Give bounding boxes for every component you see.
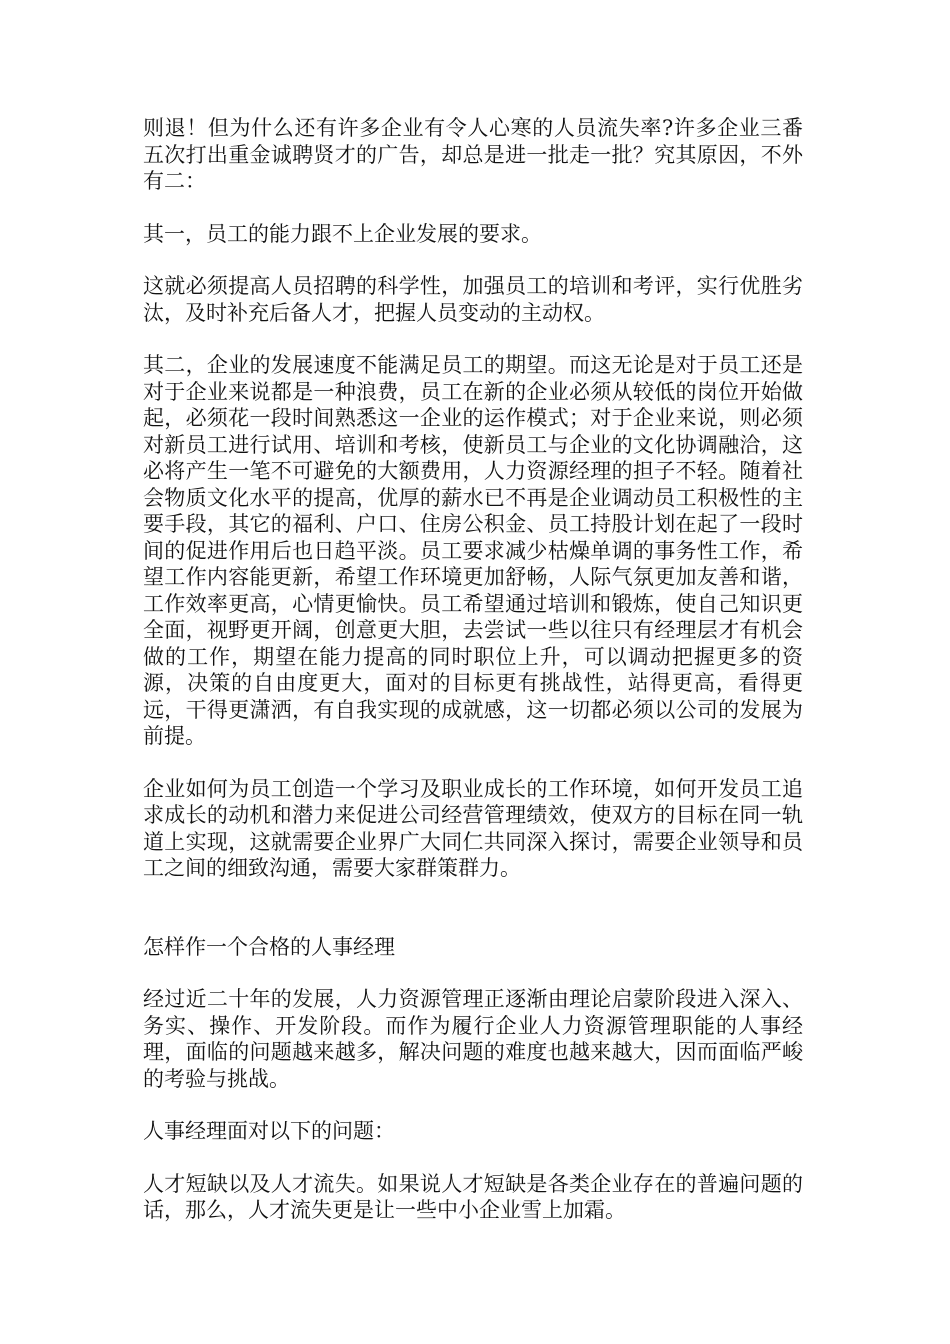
paragraph-reason-one-solution: 这就必须提高人员招聘的科学性，加强员工的培训和考评，实行优胜劣汰，及时补充后备人才，把握人员变动的主动权。 [143,274,803,325]
paragraph-reason-two: 其二，企业的发展速度不能满足员工的期望。而这无论是对于员工还是对于企业来说都是一种浪费，员工在新的企业必须从较低的岗位开始做起，必须花一段时间熟悉这一企业的运作模式；对于企业来说，则必须对新员工进行试用、培训和考核，使新员工与企业的文化协调融洽，这必将产生一笔不可避免的大额费用，人力资源经理的担子不轻。随着社会物质文化水平的提高，优厚的薪水已不再是企业调动员工积极性的主要手段，其它的福利、户口、住房公积金、员工持股计划在起了一段时间的促进作用后也日趋平淡。员工要求减少枯燥单调的事务性工作，希望工作内容能更新，希望工作环境更加舒畅，人际气氛更加友善和谐，工作效率更高，心情更愉快。员工希望通过培训和锻炼，使自己知识更全面，视野更开阔，创意更大胆，去尝试一些以往只有经理层才有机会做的工作，期望在能力提高的同时职位上升，可以调动把握更多的资源，决策的自由度更大，面对的目标更有挑战性，站得更高，看得更远，干得更潇洒，有自我实现的成就感，这一切都必须以公司的发展为前提。 [143,353,803,748]
paragraph-reasons-intro: 则退！但为什么还有许多企业有令人心寒的人员流失率?许多企业三番五次打出重金诚聘贤才的广告，却总是进一批走一批？究其原因，不外有二： [143,116,803,193]
paragraph-problems-intro: 人事经理面对以下的问题： [143,1119,395,1143]
paragraph-growth-environment: 企业如何为员工创造一个学习及职业成长的工作环境，如何开发员工追求成长的动机和潜力来促进公司经营管理绩效，使双方的目标在同一轨道上实现，这就需要企业界广大同仁共同深入探讨，需要企业领导和员工之间的细致沟通，需要大家群策群力。 [143,776,803,880]
paragraph-reason-one: 其一，员工的能力跟不上企业发展的要求。 [143,221,542,246]
paragraph-development: 经过近二十年的发展，人力资源管理正逐渐由理论启蒙阶段进入深入、务实、操作、开发阶段。而作为履行企业人力资源管理职能的人事经理，面临的问题越来越多，解决问题的难度也越来越大，因而面临严峻的考验与挑战。 [143,987,803,1091]
document-page [143,115,803,1250]
paragraph-talent-shortage: 人才短缺以及人才流失。如果说人才短缺是各类企业存在的普遍问题的话，那么，人才流失更是让一些中小企业雪上加霜。 [143,1171,803,1222]
section-heading: 怎样作一个合格的人事经理 [143,934,395,959]
